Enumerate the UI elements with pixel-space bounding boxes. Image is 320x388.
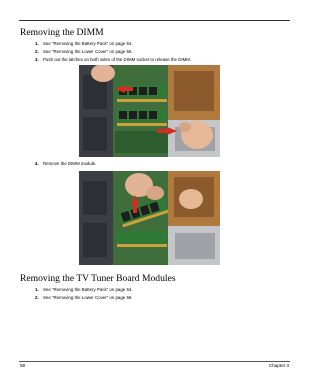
page-number: 58 bbox=[20, 363, 26, 368]
step-item bbox=[35, 161, 96, 167]
section-heading-dimm: Removing the DIMM bbox=[20, 27, 104, 38]
step-text: Remove the DIMM module. bbox=[43, 161, 97, 166]
step-item bbox=[35, 287, 133, 293]
step-number: 2. bbox=[35, 295, 39, 300]
step-number: 1. bbox=[35, 287, 39, 292]
step-number: 3. bbox=[35, 57, 39, 62]
step-item bbox=[35, 57, 191, 63]
step-item bbox=[35, 41, 133, 47]
footer-rule bbox=[19, 361, 290, 362]
step-text: See “Removing the Lower Cover” on page 56.. bbox=[43, 49, 134, 54]
header-rule bbox=[19, 20, 290, 21]
step-number: 2. bbox=[35, 49, 39, 54]
step-item bbox=[35, 49, 134, 55]
step-text: See “Removing the Battery Pack” on page 54. bbox=[43, 287, 133, 292]
step-item bbox=[35, 295, 133, 301]
step-text: See “Removing the Battery Pack” on page 54. bbox=[43, 41, 133, 46]
chapter-label: Chapter 3 bbox=[268, 363, 289, 368]
step-text: See “Removing the Lower Cover” on page 56. bbox=[43, 295, 133, 300]
dimm-removal-photo bbox=[79, 171, 220, 265]
step-number: 1. bbox=[35, 41, 39, 46]
step-number: 4. bbox=[35, 161, 39, 166]
step-text: Push out the latches on both sides of the DIMM socket to release the DIMM. bbox=[43, 57, 192, 62]
dimm-latch-photo bbox=[79, 65, 220, 157]
section-heading-tv-tuner: Removing the TV Tuner Board Modules bbox=[20, 273, 176, 284]
